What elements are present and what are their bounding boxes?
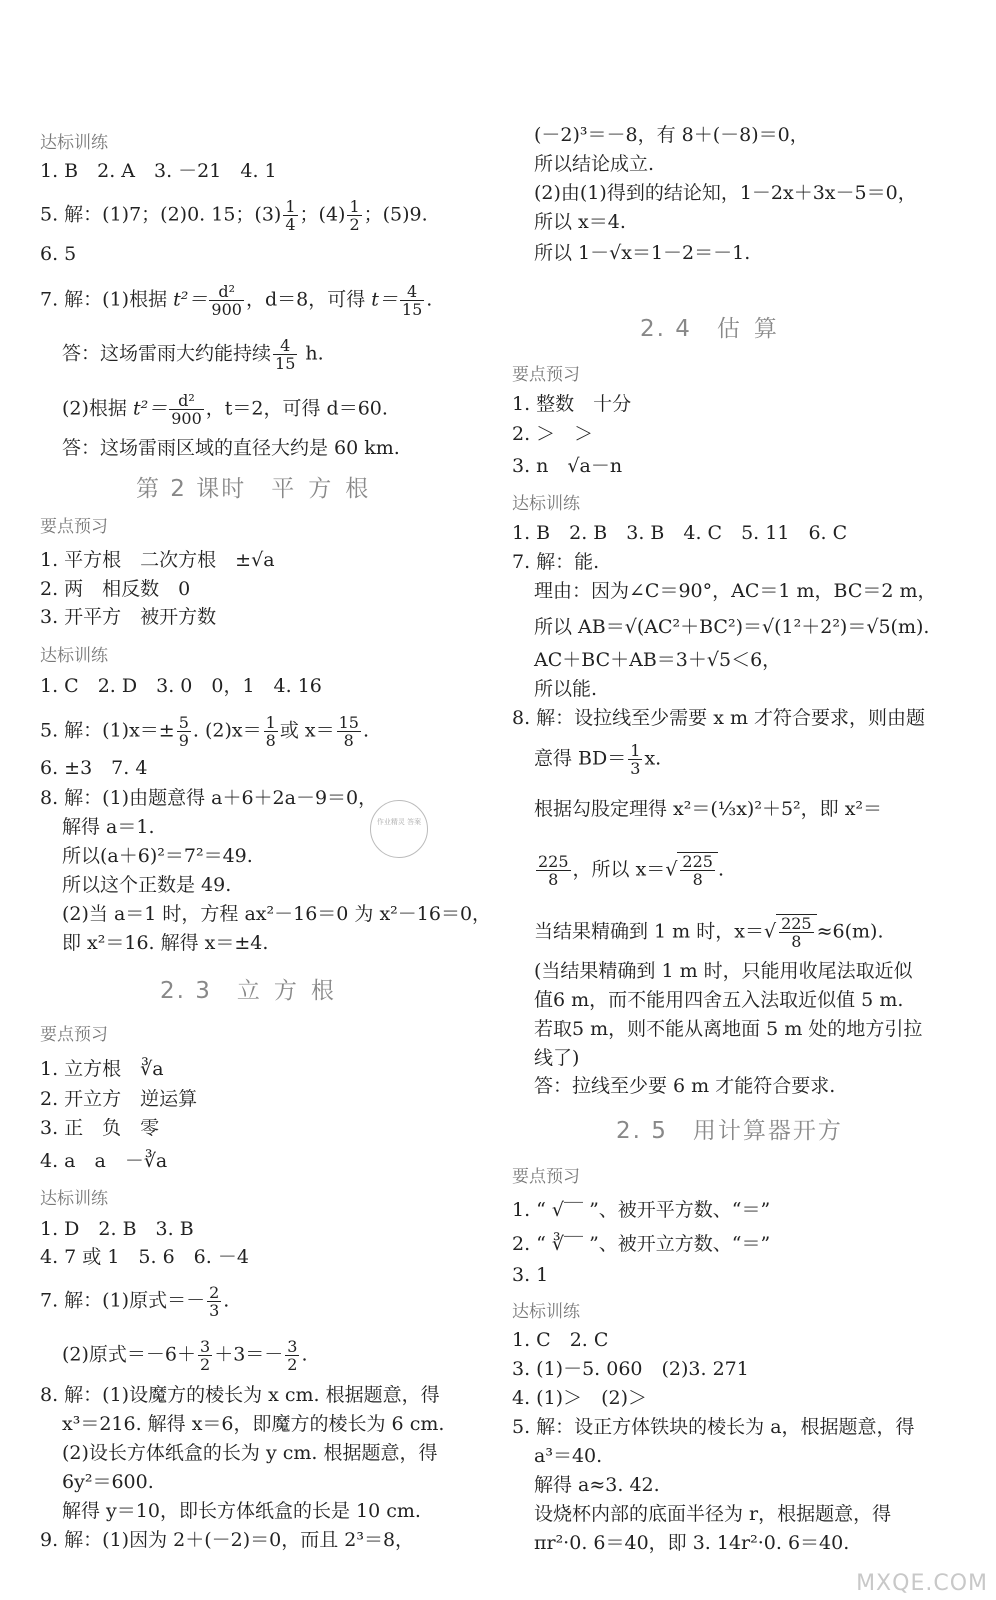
answer-line: 1. B 2. A 3. －21 4. 1 <box>40 160 277 182</box>
answer-line: 意得 BD＝ $\frac{1}{3}$ x. <box>534 741 662 778</box>
answer-line: (2)原式＝－6＋ $\frac{3}{2}$ ＋3＝－ $\frac{3}{2}$ . <box>62 1337 308 1374</box>
answer-line: AC＋BC＋AB＝3＋√5＜6， <box>534 649 782 671</box>
answer-line: 设烧杯内部的底面半径为 r，根据题意，得 <box>534 1503 892 1525</box>
answer-line: 7. 解：能. <box>512 551 600 573</box>
answer-line: 2. “ ∛‾‾ ”、被开立方数、“＝” <box>512 1233 771 1255</box>
section-heading: 达标训练 <box>512 1302 580 1322</box>
answer-line: 所以结论成立. <box>534 153 655 175</box>
answer-line: (－2)³＝－8，有 8＋(－8)＝0， <box>534 124 809 146</box>
answer-line: 6y²＝600. <box>62 1471 154 1493</box>
answer-line: 所以(a＋6)²＝7²＝49. <box>62 845 253 867</box>
answer-line: (2)根据 t²＝ $\frac{\text{d²}}{900}$ ，t＝2，可得 d＝60. <box>62 391 388 428</box>
answer-line: 1. 整数 十分 <box>512 393 632 415</box>
section-heading: 达标训练 <box>40 133 108 153</box>
answer-line: 线了) <box>534 1047 580 1069</box>
answer-line: 3. 正 负 零 <box>40 1117 160 1139</box>
answer-line: (当结果精确到 1 m 时，只能用收尾法取近似 <box>534 960 913 982</box>
answer-line: a³＝40. <box>534 1445 603 1467</box>
answer-line: 所以 1－√x＝1－2＝－1. <box>534 242 751 264</box>
answer-line: 7. 解：(1)根据 t²＝ $\frac{\text{d²}}{900}$ ，d＝8，可得 t＝ $\frac{4}{15}$ . <box>40 282 433 319</box>
answer-line: 所以 x＝4. <box>534 211 626 233</box>
section-title: 第 2 课时 平方根 <box>136 476 383 502</box>
section-heading: 达标训练 <box>512 494 580 514</box>
section-heading: 达标训练 <box>40 1189 108 1209</box>
answer-line: 所以这个正数是 49. <box>62 874 232 896</box>
answer-line: 解得 y＝10，即长方体纸盒的长是 10 cm. <box>62 1500 421 1522</box>
answer-line: 1. B 2. B 3. B 4. C 5. 11 6. C <box>512 522 848 544</box>
answer-line: 当结果精确到 1 m 时，x＝√ $\frac{225}{8}$ ≈6(m). <box>534 914 884 951</box>
answer-line: 答：这场雷雨区域的直径大约是 60 km. <box>62 437 400 459</box>
answer-line: 3. 1 <box>512 1264 549 1286</box>
answer-line: 8. 解：设拉线至少需要 x m 才符合要求，则由题 <box>512 707 926 729</box>
section-heading: 要点预习 <box>512 365 580 385</box>
section-heading: 达标训练 <box>40 646 108 666</box>
answer-line: 2. 开立方 逆运算 <box>40 1088 198 1110</box>
watermark: MXQE.COM <box>856 1571 988 1596</box>
answer-line: 8. 解：(1)设魔方的棱长为 x cm. 根据题意，得 <box>40 1384 440 1406</box>
answer-line: 答：拉线至少要 6 m 才能符合要求. <box>534 1075 836 1097</box>
answer-line: 答：这场雷雨大约能持续 $\frac{4}{15}$ h. <box>62 336 324 373</box>
section-title: 2. 4 估算 <box>640 316 791 342</box>
answer-line: 3. n √a－n <box>512 455 623 477</box>
stamp-seal: 作业精灵 答案 <box>370 800 428 858</box>
answer-line: 解得 a＝1. <box>62 816 155 838</box>
answer-line: 值6 m，而不能用四舍五入法取近似值 5 m. <box>534 989 904 1011</box>
answer-line: 根据勾股定理得 x²＝(⅓x)²＋5²，即 x²＝ <box>534 798 883 820</box>
answer-line: 1. C 2. C <box>512 1329 609 1351</box>
answer-line: 1. 平方根 二次方根 ±√a <box>40 549 275 571</box>
answer-line: 6. 5 <box>40 243 77 265</box>
answer-line: 1. 立方根 ∛a <box>40 1058 164 1080</box>
answer-line: (2)由(1)得到的结论知，1－2x＋3x－5＝0， <box>534 182 917 204</box>
answer-line: 1. D 2. B 3. B <box>40 1218 194 1240</box>
answer-line: 3. 开平方 被开方数 <box>40 606 217 628</box>
section-title: 2. 5 用计算器开方 <box>616 1118 843 1144</box>
answer-line: (2)设长方体纸盒的长为 y cm. 根据题意，得 <box>62 1442 438 1464</box>
answer-line: πr²·0. 6＝40，即 3. 14r²·0. 6＝40. <box>534 1532 850 1554</box>
answer-line: x³＝216. 解得 x＝6，即魔方的棱长为 6 cm. <box>62 1413 445 1435</box>
answer-line: 4. 7 或 1 5. 6 6. －4 <box>40 1246 249 1268</box>
answer-line: 1. “ √‾‾ ”、被开平方数、“＝” <box>512 1199 771 1221</box>
answer-line: 1. C 2. D 3. 0 0，1 4. 16 <box>40 675 322 697</box>
answer-line: 2. ＞ ＞ <box>512 423 594 445</box>
answer-line: $\frac{225}{8}$ ，所以 x＝√ $\frac{225}{8}$ . <box>538 852 725 889</box>
answer-line: 6. ±3 7. 4 <box>40 757 148 779</box>
answer-line: 若取5 m，则不能从离地面 5 m 处的地方引拉 <box>534 1018 923 1040</box>
answer-line: 即 x²＝16. 解得 x＝±4. <box>62 932 269 954</box>
answer-line: 4. a a －∛a <box>40 1150 168 1172</box>
answer-line: 理由：因为∠C＝90°，AC＝1 m，BC＝2 m， <box>534 580 937 602</box>
section-title: 2. 3 立方根 <box>160 978 348 1004</box>
answer-line: 所以能. <box>534 678 598 700</box>
answer-line: 5. 解：(1)x＝± $\frac{5}{9}$ . (2)x＝ $\frac{1}{8}$ 或 x＝ $\frac{15}{8}$ . <box>40 713 369 750</box>
section-heading: 要点预习 <box>512 1167 580 1187</box>
answer-line: 5. 解：设正方体铁块的棱长为 a，根据题意，得 <box>512 1416 915 1438</box>
answer-line: 2. 两 相反数 0 <box>40 578 191 600</box>
answer-line: 所以 AB＝√(AC²＋BC²)＝√(1²＋2²)＝√5(m). <box>534 616 930 638</box>
answer-line: 3. (1)－5. 060 (2)3. 271 <box>512 1358 749 1380</box>
section-heading: 要点预习 <box>40 517 108 537</box>
answer-line: 解得 a≈3. 42. <box>534 1474 660 1496</box>
answer-line: 8. 解：(1)由题意得 a＋6＋2a－9＝0， <box>40 787 378 809</box>
answer-line: 7. 解：(1)原式＝－ $\frac{2}{3}$ . <box>40 1283 230 1320</box>
section-heading: 要点预习 <box>40 1025 108 1045</box>
answer-line: (2)当 a＝1 时，方程 ax²－16＝0 为 x²－16＝0， <box>62 903 492 925</box>
answer-line: 9. 解：(1)因为 2＋(－2)＝0，而且 2³＝8， <box>40 1529 415 1551</box>
answer-line: 4. (1)＞ (2)＞ <box>512 1387 647 1409</box>
answer-line: 5. 解：(1)7；(2)0. 15；(3) $\frac{1}{4}$ ；(4) $\frac{1}{2}$ ；(5)9. <box>40 197 428 234</box>
